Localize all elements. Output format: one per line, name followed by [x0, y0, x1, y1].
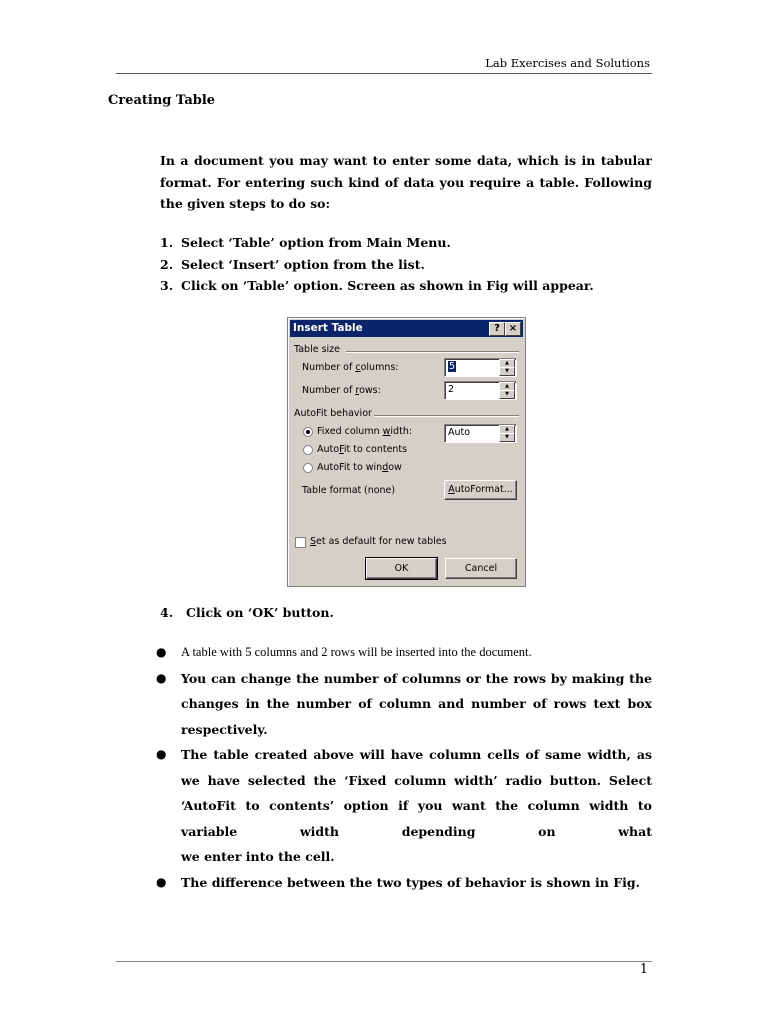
autofit-contents-label: AutoFit to contents	[317, 444, 408, 455]
rows-spinner[interactable]	[444, 381, 517, 400]
default-checkbox-label: Set as default for new tables	[310, 536, 447, 547]
fixed-width-value: Auto	[448, 427, 471, 438]
list-item: ● The difference between the two types of behavior is shown in Fig.	[156, 870, 652, 896]
section-title: Creating Table	[108, 93, 216, 108]
step-text: Select ‘Table’ option from Main Menu.	[181, 235, 451, 250]
rows-value: 2	[448, 384, 455, 395]
step-text: Click on ‘OK’ button.	[186, 605, 334, 620]
ok-button[interactable]: OK	[366, 558, 437, 579]
columns-value: 5	[449, 361, 456, 372]
step-text: Click on ‘Table’ option. Screen as shown in Fig will appear.	[181, 278, 594, 293]
table-format-value: (none)	[364, 485, 396, 496]
insert-table-dialog	[287, 317, 526, 587]
fixed-width-label: Fixed column width:	[317, 426, 413, 437]
intro-paragraph: In a document you may want to enter some data, which is in tabular format. For entering such kind of data you require a table. Following the given steps to do so:	[160, 153, 652, 211]
spin-up-icon[interactable]: ▲	[499, 359, 515, 368]
step-item	[160, 232, 594, 254]
page-number: 1	[639, 962, 648, 977]
spin-down-icon[interactable]: ▼	[499, 367, 515, 376]
spin-up-icon[interactable]: ▲	[499, 425, 515, 434]
header-rule	[116, 73, 652, 74]
step-number: 4.	[160, 605, 174, 620]
close-icon[interactable]: ×	[505, 322, 521, 336]
autofit-window-radio[interactable]	[303, 463, 313, 473]
cancel-button[interactable]: Cancel	[445, 558, 517, 579]
group-divider	[374, 415, 519, 417]
bullet-icon: ●	[156, 670, 167, 685]
step-number: 1.	[160, 235, 174, 250]
steps-list	[160, 232, 594, 297]
step-4	[160, 605, 334, 620]
spin-down-icon[interactable]: ▼	[499, 390, 515, 399]
bullet-icon: ●	[156, 874, 167, 889]
group-divider	[346, 351, 519, 353]
bullet-icon: ●	[156, 747, 167, 761]
spin-up-icon[interactable]: ▲	[499, 382, 515, 391]
rows-label: Number of rows:	[302, 385, 381, 396]
list-item: ● A table with 5 columns and 2 rows will be inserted into the document.	[156, 640, 652, 666]
step-item	[160, 254, 594, 276]
fixed-width-spinner[interactable]	[444, 424, 517, 443]
list-item-continuation: respectively.	[181, 721, 268, 737]
list-item: ● You can change the number of columns or the rows by making the changes in the number of column and number of rows text box	[156, 666, 652, 717]
columns-spinner[interactable]	[444, 358, 517, 377]
autofit-window-label: AutoFit to window	[317, 462, 402, 473]
spin-down-icon[interactable]: ▼	[499, 433, 515, 442]
dialog-title: Insert Table	[293, 322, 363, 334]
step-text: Select ‘Insert’ option from the list.	[181, 256, 425, 272]
list-item: ● The table created above will have column cells of same width, as we have selected the ‘Fixed column width’ radio button. Select ‘AutoFit to contents’ option if you want the column width to variable width depending on what	[156, 742, 652, 844]
step-number: 3.	[160, 278, 174, 293]
columns-label: Number of columns:	[302, 362, 399, 373]
autofit-group-label: AutoFit behavior	[294, 408, 372, 419]
step-number: 2.	[160, 256, 174, 272]
autofit-contents-radio[interactable]	[303, 445, 313, 455]
autoformat-button[interactable]: AutoFormat...	[444, 480, 517, 500]
dialog-titlebar	[290, 320, 523, 337]
bullet-icon: ●	[156, 645, 167, 659]
step-item	[160, 275, 594, 297]
list-item-continuation: we enter into the cell.	[181, 849, 335, 864]
running-header: Lab Exercises and Solutions	[485, 56, 650, 70]
bullet-list	[156, 640, 652, 895]
table-size-group-label: Table size	[294, 344, 341, 355]
default-checkbox[interactable]	[295, 537, 306, 548]
footer-rule	[116, 961, 652, 962]
table-format-label: Table format	[302, 485, 362, 496]
help-icon[interactable]: ?	[489, 322, 505, 336]
fixed-width-radio[interactable]	[303, 427, 313, 437]
